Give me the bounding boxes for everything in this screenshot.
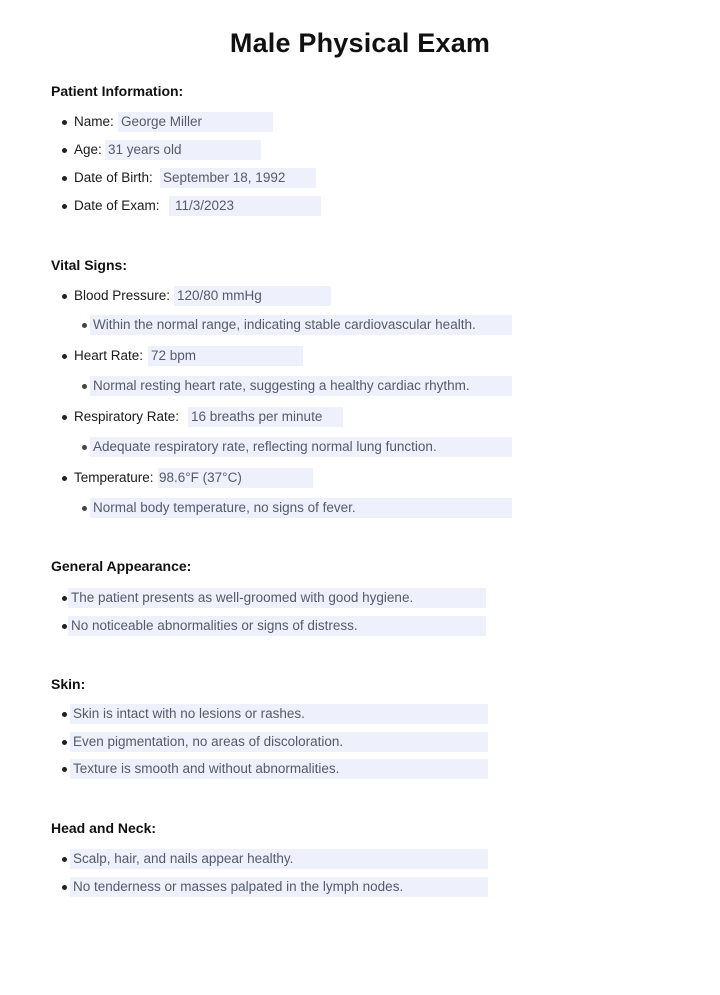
page-title: Male Physical Exam — [229, 28, 491, 58]
list-item — [60, 732, 500, 752]
bullet-icon — [62, 294, 67, 299]
name-label: Name: — [74, 114, 114, 129]
dob-label: Date of Birth: — [74, 170, 153, 185]
heart-rate-note[interactable]: Normal resting heart rate, suggesting a healthy cardiac rhythm. — [90, 376, 512, 396]
blood-pressure-row — [60, 286, 340, 306]
exam-date-label: Date of Exam: — [74, 198, 160, 213]
bullet-icon — [62, 885, 67, 890]
dob-field[interactable]: September 18, 1992 — [160, 168, 316, 188]
bullet-icon — [62, 740, 67, 745]
bullet-icon — [62, 476, 67, 481]
respiratory-rate-label: Respiratory Rate: — [74, 409, 180, 424]
respiratory-rate-row — [60, 407, 350, 427]
list-item — [60, 588, 500, 608]
blood-pressure-field[interactable]: 120/80 mmHg — [174, 286, 331, 306]
bullet-icon — [62, 415, 67, 420]
age-label: Age: — [74, 142, 102, 157]
respiratory-rate-note[interactable]: Adequate respiratory rate, reflecting normal lung function. — [90, 437, 512, 457]
temperature-row — [60, 468, 320, 488]
list-item — [60, 849, 500, 869]
heart-rate-field[interactable]: 72 bpm — [148, 346, 303, 366]
list-item — [60, 704, 500, 724]
general-appearance-heading: General Appearance: — [51, 558, 192, 574]
respiratory-rate-note-row — [80, 437, 520, 457]
heart-rate-label: Heart Rate: — [74, 348, 144, 363]
bullet-icon — [82, 384, 87, 389]
exam-date-row — [60, 196, 330, 216]
bullet-icon — [62, 596, 67, 601]
bullet-icon — [62, 857, 67, 862]
bullet-icon — [82, 506, 87, 511]
general-appearance-item[interactable]: No noticeable abnormalities or signs of distress. — [68, 616, 486, 636]
bullet-icon — [62, 767, 67, 772]
bullet-icon — [62, 204, 67, 209]
patient-info-heading: Patient Information: — [51, 83, 184, 99]
bullet-icon — [62, 354, 67, 359]
heart-rate-note-row — [80, 376, 520, 396]
bullet-icon — [62, 712, 67, 717]
temperature-label: Temperature: — [74, 470, 154, 485]
blood-pressure-label: Blood Pressure: — [74, 288, 171, 303]
bullet-icon — [82, 445, 87, 450]
temperature-field[interactable]: 98.6°F (37°C) — [158, 468, 313, 488]
bullet-icon — [62, 176, 67, 181]
list-item — [60, 759, 500, 779]
temperature-note-row — [80, 498, 520, 518]
skin-item[interactable]: Skin is intact with no lesions or rashes. — [70, 704, 488, 724]
head-neck-item[interactable]: No tenderness or masses palpated in the lymph nodes. — [70, 877, 488, 897]
heart-rate-row — [60, 346, 320, 366]
patient-age-row — [60, 140, 280, 160]
skin-heading: Skin: — [51, 676, 86, 692]
name-field[interactable]: George Miller — [118, 112, 273, 132]
general-appearance-item[interactable]: The patient presents as well-groomed with good hygiene. — [68, 588, 486, 608]
bullet-icon — [62, 148, 67, 153]
temperature-note[interactable]: Normal body temperature, no signs of fever. — [90, 498, 512, 518]
blood-pressure-note-row — [80, 315, 520, 335]
list-item — [60, 616, 500, 636]
bullet-icon — [62, 120, 67, 125]
skin-item[interactable]: Even pigmentation, no areas of discoloration. — [70, 732, 488, 752]
respiratory-rate-field[interactable]: 16 breaths per minute — [188, 407, 343, 427]
age-field[interactable]: 31 years old — [105, 140, 261, 160]
head-neck-item[interactable]: Scalp, hair, and nails appear healthy. — [70, 849, 488, 869]
bullet-icon — [62, 624, 67, 629]
list-item — [60, 877, 500, 897]
skin-item[interactable]: Texture is smooth and without abnormalities. — [70, 759, 488, 779]
head-neck-heading: Head and Neck: — [51, 820, 157, 836]
vital-signs-heading: Vital Signs: — [51, 257, 127, 273]
patient-name-row — [60, 112, 280, 132]
patient-dob-row — [60, 168, 330, 188]
exam-date-field[interactable]: 11/3/2023 — [169, 196, 321, 216]
blood-pressure-note[interactable]: Within the normal range, indicating stable cardiovascular health. — [90, 315, 512, 335]
bullet-icon — [82, 323, 87, 328]
